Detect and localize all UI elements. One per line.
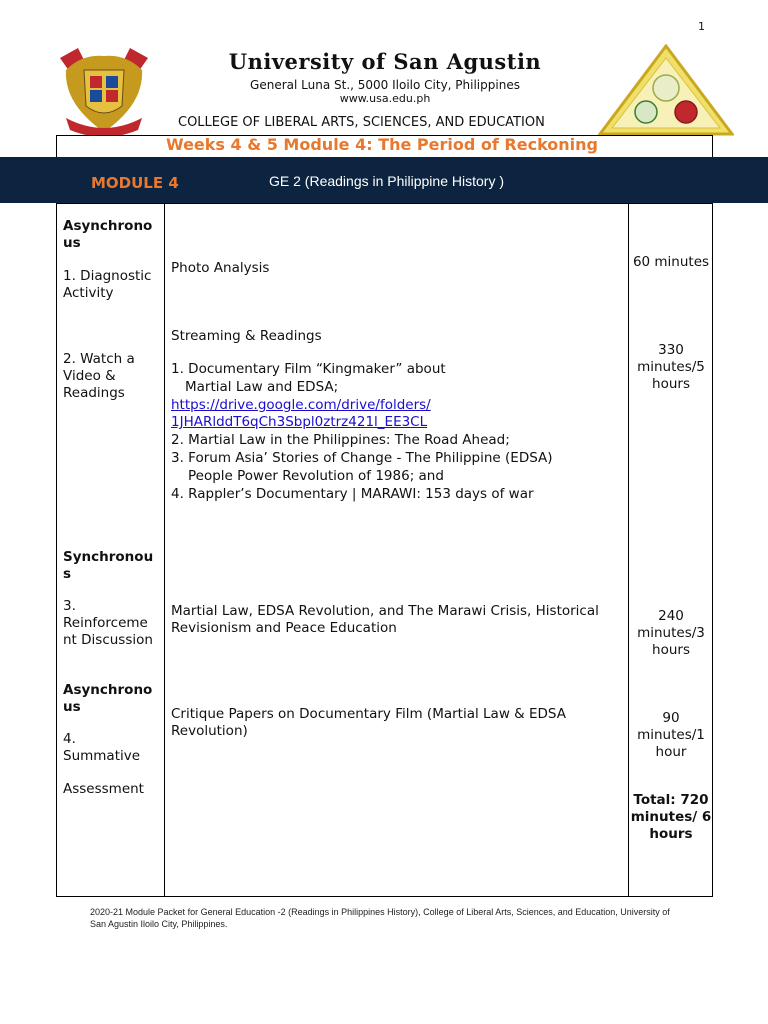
reading-item-3-cont: People Power Revolution of 1986; and bbox=[188, 468, 444, 484]
weeks-title: Weeks 4 & 5 Module 4: The Period of Reckoning bbox=[165, 135, 598, 154]
mode-synchronous: Synchronou s bbox=[63, 549, 154, 582]
time-330-minutes: 330 minutes/5 hours bbox=[637, 342, 705, 392]
page-footer: 2020-21 Module Packet for General Education -2 (Readings in Philippines History), College of Liberal Arts, Sciences, and Education, University of San Agustin Iloilo City, Philippines. bbox=[90, 907, 670, 929]
drive-link[interactable]: https://drive.google.com/drive/folders/ bbox=[171, 397, 431, 413]
time-90-minutes: 90 minutes/1 hour bbox=[637, 710, 705, 760]
content-streaming-heading: Streaming & Readings bbox=[171, 328, 322, 344]
column-divider bbox=[164, 203, 165, 897]
activity-watch-video: 2. Watch a Video & Readings bbox=[63, 351, 135, 401]
course-title: GE 2 (Readings in Philippine History ) bbox=[269, 173, 504, 189]
total-time: Total: 720 minutes/ 6 hours bbox=[630, 792, 712, 842]
reading-item-2: 2. Martial Law in the Philippines: The Road Ahead; bbox=[171, 432, 510, 448]
page-number: 1 bbox=[698, 20, 705, 33]
reading-item-3: 3. Forum Asia’ Stories of Change - The Philippine (EDSA) bbox=[171, 450, 553, 466]
module-label: MODULE 4 bbox=[91, 174, 179, 192]
content-photo-analysis: Photo Analysis bbox=[171, 260, 270, 276]
university-seal-logo bbox=[56, 44, 152, 136]
activity-summative: 4. Summative bbox=[63, 731, 141, 764]
content-critique-papers: Critique Papers on Documentary Film (Martial Law & EDSA Revolution) bbox=[171, 706, 566, 739]
college-name: COLLEGE OF LIBERAL ARTS, SCIENCES, AND EDUCATION bbox=[178, 115, 545, 130]
time-240-minutes: 240 minutes/3 hours bbox=[637, 608, 705, 658]
time-60-minutes: 60 minutes bbox=[632, 254, 710, 270]
university-website[interactable]: www.usa.edu.ph bbox=[339, 92, 431, 105]
mode-asynchronous: Asynchrono us bbox=[63, 218, 153, 251]
activity-diagnostic: 1. Diagnostic Activity bbox=[63, 268, 152, 301]
reading-item-1: 1. Documentary Film “Kingmaker” about bbox=[171, 361, 446, 377]
drive-link-cont[interactable]: 1JHARlddT6qCh3Sbpl0ztrz421l_EE3CL bbox=[171, 414, 428, 430]
reading-item-1-cont: Martial Law and EDSA; bbox=[185, 379, 339, 395]
mode-asynchronous-2: Asynchrono us bbox=[63, 682, 153, 715]
column-divider bbox=[628, 203, 629, 897]
activity-reinforcement: 3. Reinforceme nt Discussion bbox=[63, 598, 153, 648]
university-name: University of San Agustin bbox=[228, 49, 542, 74]
university-address: General Luna St., 5000 Iloilo City, Philippines bbox=[250, 78, 520, 92]
content-discussion: Martial Law, EDSA Revolution, and The Marawi Crisis, Historical Revisionism and Peace Education bbox=[171, 603, 599, 636]
activity-assessment: Assessment bbox=[63, 781, 144, 797]
reading-item-4: 4. Rappler’s Documentary | MARAWI: 153 days of war bbox=[171, 486, 534, 502]
